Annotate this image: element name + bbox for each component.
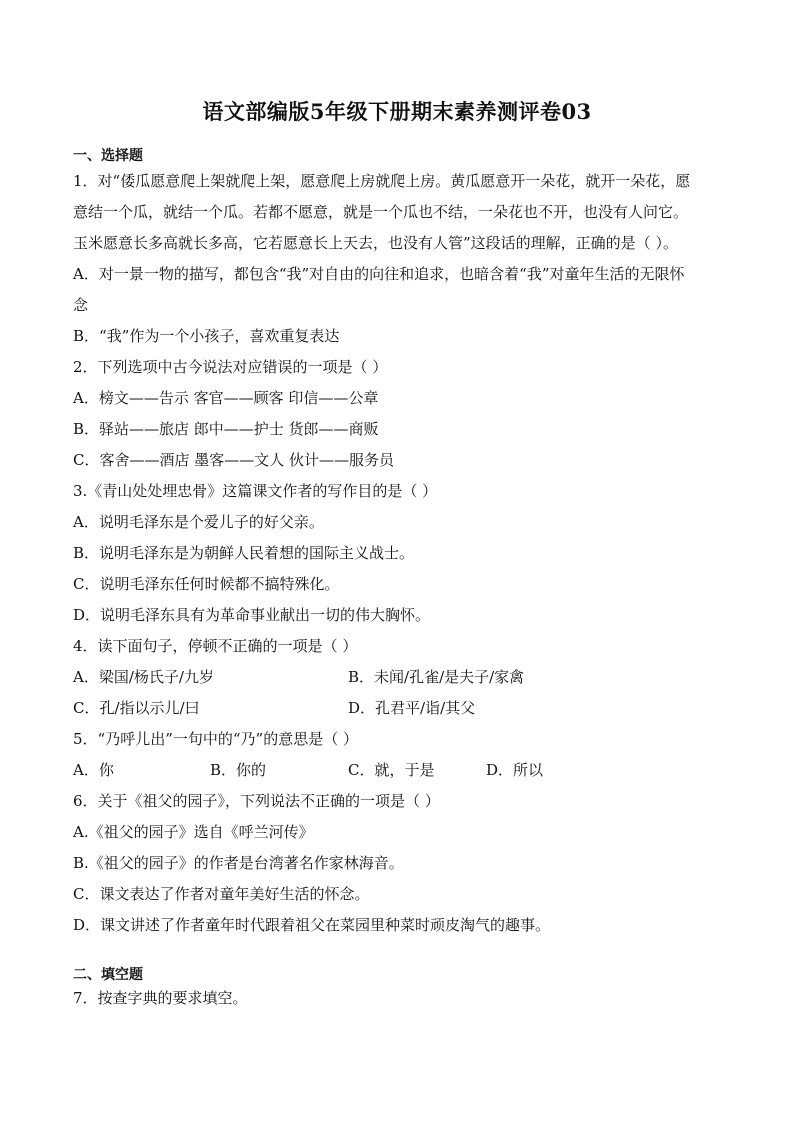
question-4-option-a: A．梁国/杨氏子/九岁 (73, 668, 214, 686)
question-7-stem: 7．按查字典的要求填空。 (73, 989, 248, 1007)
question-1-option-a-line-2: 念 (73, 296, 89, 314)
question-4-option-b: B．未闻/孔雀/是夫子/家禽 (348, 668, 525, 686)
section-heading-fill-in: 二、填空题 (73, 967, 143, 983)
section-heading-choice: 一、选择题 (73, 148, 143, 164)
question-1-line-3: 玉米愿意长多高就长多高，它若愿意长上天去，也没有人管”这段话的理解，正确的是（ ）。 (73, 234, 678, 252)
question-6-option-a: A.《祖父的园子》选自《呼兰河传》 (73, 823, 314, 841)
question-6-stem: 6．关于《祖父的园子》，下列说法不正确的一项是（ ） (73, 792, 440, 810)
question-4-stem: 4．读下面句子，停顿不正确的一项是（ ） (73, 637, 358, 655)
question-6-option-b: B.《祖父的园子》的作者是台湾著名作家林海音。 (73, 854, 404, 872)
question-2-stem: 2．下列选项中古今说法对应错误的一项是（ ） (73, 358, 388, 376)
question-1-line-2: 意结一个瓜，就结一个瓜。若都不愿意，就是一个瓜也不结，一朵花也不开，也没有人问它。 (73, 203, 689, 221)
question-2-option-c: C．客舍——酒店 墨客——文人 伙计——服务员 (73, 451, 395, 469)
question-5-stem: 5．“乃呼儿出”一句中的“乃”的意思是（ ） (73, 730, 358, 748)
question-5-option-b: B．你的 (210, 761, 267, 779)
question-4-option-d: D．孔君平/诣/其父 (348, 699, 476, 717)
question-1-option-a-line-1: A．对一景一物的描写，都包含“我”对自由的向往和追求，也暗含着“我”对童年生活的无限怀 (73, 265, 685, 283)
question-6-option-d: D．课文讲述了作者童年时代跟着祖父在菜园里种菜时顽皮淘气的趣事。 (73, 916, 551, 934)
question-1-option-b: B．“我”作为一个小孩子，喜欢重复表达 (73, 327, 340, 345)
question-4-option-c: C．孔/指以示儿/曰 (73, 699, 200, 717)
question-2-option-a: A．榜文——告示 客官——顾客 印信——公章 (73, 389, 379, 407)
question-5-option-d: D．所以 (486, 761, 544, 779)
question-1-line-1: 1．对“倭瓜愿意爬上架就爬上架，愿意爬上房就爬上房。黄瓜愿意开一朵花，就开一朵花，愿 (73, 172, 691, 190)
question-5-option-c: C．就，于是 (348, 761, 435, 779)
question-3-option-b: B．说明毛泽东是为朝鲜人民着想的国际主义战士。 (73, 544, 415, 562)
question-3-option-d: D．说明毛泽东具有为革命事业献出一切的伟大胸怀。 (73, 606, 431, 624)
question-6-option-c: C．课文表达了作者对童年美好生活的怀念。 (73, 885, 370, 903)
question-5-option-a: A．你 (73, 761, 114, 779)
question-3-option-c: C．说明毛泽东任何时候都不搞特殊化。 (73, 575, 340, 593)
question-3-option-a: A．说明毛泽东是个爱儿子的好父亲。 (73, 513, 324, 531)
page-title: 语文部编版5年级下册期末素养测评卷03 (202, 99, 592, 124)
question-3-stem: 3.《青山处处埋忠骨》这篇课文作者的写作目的是（ ） (73, 482, 438, 500)
question-2-option-b: B．驿站——旅店 郎中——护士 货郎——商贩 (73, 420, 379, 438)
